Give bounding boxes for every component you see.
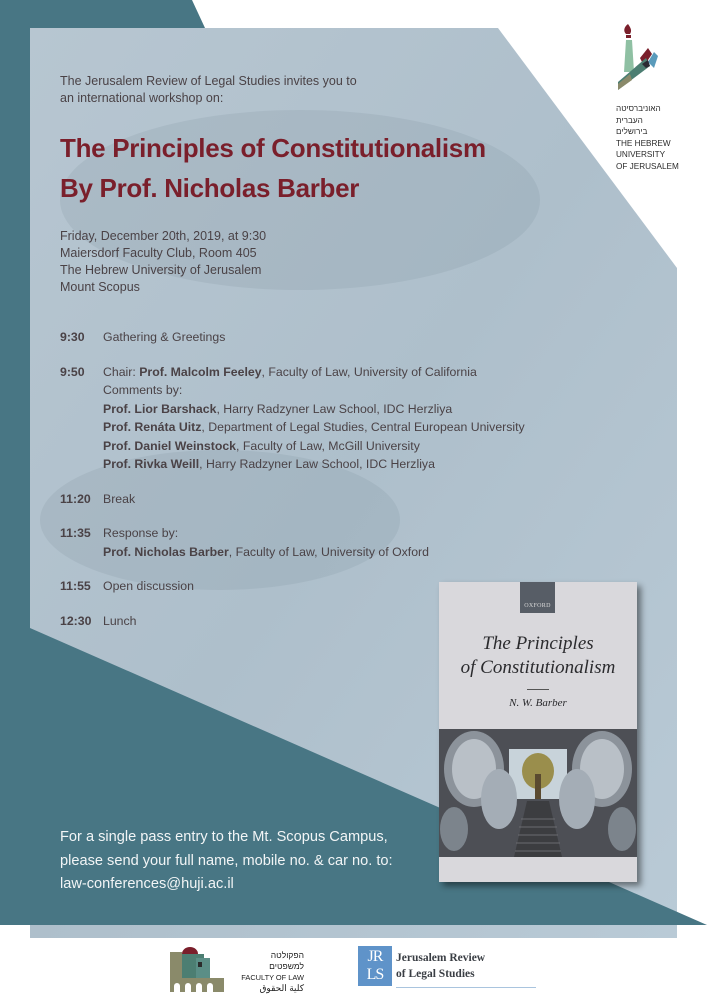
law-english: FACULTY OF LAW bbox=[241, 973, 304, 982]
faculty-building-icon bbox=[168, 944, 228, 992]
chair-line bbox=[103, 363, 525, 382]
entry-note-line-1: For a single pass entry to the Mt. Scopus Campus, bbox=[60, 829, 388, 845]
huji-hebrew-line-2: העברית bbox=[616, 115, 643, 125]
program-text: Break bbox=[103, 491, 136, 506]
invitation-text bbox=[60, 73, 357, 107]
book-title-line-1: The Principles bbox=[482, 633, 594, 654]
commenter-name: Prof. Lior Barshack bbox=[103, 401, 217, 416]
huji-hebrew-line-1: האוניברסיטה bbox=[616, 104, 661, 113]
commenter-line bbox=[103, 400, 525, 419]
book-cover bbox=[439, 582, 637, 882]
book-title bbox=[439, 632, 637, 680]
commenter-line bbox=[103, 437, 525, 456]
jrls-monogram bbox=[358, 946, 392, 986]
jrls-wordmark bbox=[396, 950, 485, 982]
program-time: 12:30 bbox=[60, 613, 92, 628]
huji-english-line-1: THE HEBREW bbox=[616, 138, 671, 148]
law-hebrew: הפקולטה למשפטים bbox=[269, 950, 304, 971]
invitation-line-1: The Jerusalem Review of Legal Studies invites you to bbox=[60, 74, 357, 88]
chair-affiliation: , Faculty of Law, University of California bbox=[261, 364, 477, 379]
huji-wordmark bbox=[616, 103, 686, 172]
commenter-affiliation: , Faculty of Law, McGill University bbox=[236, 438, 420, 453]
program-item bbox=[60, 328, 525, 347]
event-campus: Mount Scopus bbox=[60, 280, 140, 294]
commenter-name: Prof. Rivka Weill bbox=[103, 457, 200, 471]
respondent-name: Prof. Nicholas Barber bbox=[103, 544, 229, 559]
program-text: Open discussion bbox=[103, 579, 194, 593]
title-line-2: By Prof. Nicholas Barber bbox=[60, 173, 360, 203]
program-item bbox=[60, 363, 525, 474]
respondent-line bbox=[103, 543, 525, 562]
commenter-affiliation: , Department of Legal Studies, Central European University bbox=[201, 420, 525, 434]
program-time: 11:35 bbox=[60, 526, 91, 540]
program-item bbox=[60, 524, 525, 561]
commenter-line bbox=[103, 455, 525, 474]
commenter-line bbox=[103, 418, 525, 437]
faculty-of-law-wordmark bbox=[234, 950, 304, 994]
program-text: Gathering & Greetings bbox=[103, 330, 226, 344]
program-time: 9:50 bbox=[60, 364, 85, 379]
commenter-name: Prof. Renáta Uitz bbox=[103, 420, 202, 434]
jrls-name-line-2: of Legal Studies bbox=[396, 968, 475, 980]
book-title-line-2: of Constitutionalism bbox=[460, 657, 616, 678]
campus-entry-note bbox=[60, 826, 393, 897]
jrls-abbr-2: LS bbox=[366, 966, 384, 983]
title-line-1: The Principles of Constitutionalism bbox=[60, 133, 486, 163]
book-cover-image bbox=[439, 729, 637, 857]
book-divider bbox=[527, 689, 549, 690]
program-text: Lunch bbox=[103, 613, 137, 628]
invitation-line-2: an international workshop on: bbox=[60, 91, 224, 105]
response-label: Response by: bbox=[103, 526, 179, 540]
book-author: N. W. Barber bbox=[509, 697, 567, 709]
event-date: Friday, December 20th, 2019, at 9:30 bbox=[60, 229, 267, 243]
comments-label: Comments by: bbox=[103, 383, 183, 397]
jrls-name-line-1: Jerusalem Review bbox=[396, 952, 486, 964]
jrls-underline bbox=[396, 987, 536, 988]
program-time: 11:20 bbox=[60, 491, 91, 506]
program-time: 11:55 bbox=[60, 579, 91, 593]
event-venue: Maiersdorf Faculty Club, Room 405 bbox=[60, 246, 257, 260]
huji-english-line-2: UNIVERSITY bbox=[616, 150, 666, 159]
event-institution: The Hebrew University of Jerusalem bbox=[60, 263, 262, 277]
publisher-badge: OXFORD bbox=[520, 582, 555, 613]
faculty-of-law-logo bbox=[168, 944, 308, 994]
jrls-logo bbox=[358, 946, 538, 992]
huji-emblem-icon bbox=[616, 24, 660, 94]
commenter-name: Prof. Daniel Weinstock bbox=[103, 438, 237, 453]
respondent-affiliation: , Faculty of Law, University of Oxford bbox=[228, 544, 429, 559]
event-title bbox=[60, 128, 486, 208]
hebrew-university-logo bbox=[616, 24, 686, 172]
huji-english-line-3: OF JERUSALEM bbox=[616, 161, 679, 171]
commenter-affiliation: , Harry Radzyner Law School, IDC Herzliya bbox=[216, 401, 453, 416]
program-item bbox=[60, 490, 525, 509]
chair-name: Prof. Malcolm Feeley bbox=[139, 364, 262, 379]
event-details bbox=[60, 228, 266, 296]
jrls-abbr-1: JR bbox=[367, 948, 383, 965]
chair-prefix: Chair: bbox=[103, 364, 140, 379]
entry-note-line-2: please send your full name, mobile no. & car no. to: bbox=[60, 852, 393, 869]
program-time: 9:30 bbox=[60, 330, 85, 344]
law-arabic: كلية الحقوق bbox=[259, 983, 304, 993]
contact-email-link[interactable]: law-conferences@huji.ac.il bbox=[60, 876, 234, 892]
commenter-affiliation: , Harry Radzyner Law School, IDC Herzliya bbox=[199, 457, 435, 471]
huji-hebrew-line-3: בירושלים bbox=[616, 127, 648, 136]
